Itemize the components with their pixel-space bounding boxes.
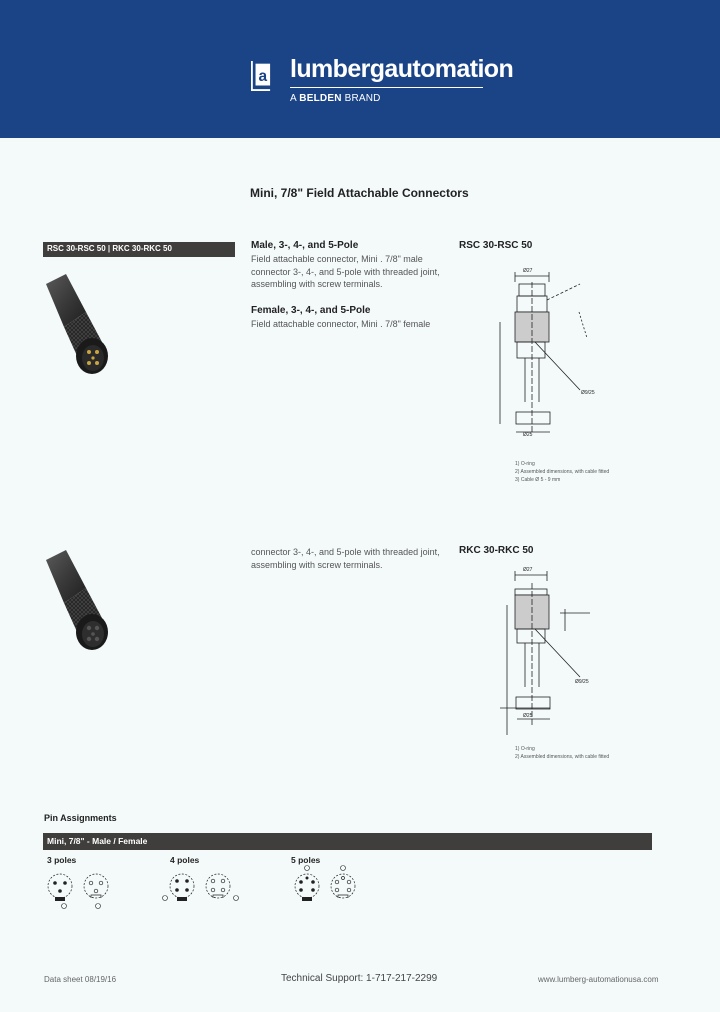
male-drawing-label: RSC 30-RSC 50 bbox=[459, 240, 533, 251]
lumberg-logo-icon bbox=[251, 59, 271, 92]
brand-tagline: A BELDEN BRAND bbox=[290, 93, 381, 104]
datasheet-date: Data sheet 08/19/16 bbox=[44, 975, 117, 984]
male-connector-photo bbox=[36, 272, 116, 382]
female-connector-description-start: Field attachable connector, Mini . 7/8" female bbox=[251, 319, 431, 329]
female-drawing-notes: 1) O-ring 2) Assembled dimensions, with cable fitted bbox=[515, 746, 610, 760]
pole-label-3: 3 poles bbox=[47, 855, 77, 865]
pin-diagram-4-poles bbox=[160, 868, 250, 913]
female-technical-drawing bbox=[495, 565, 625, 750]
website-link[interactable]: www.lumberg-automationusa.com bbox=[538, 975, 659, 984]
brand-header bbox=[0, 0, 720, 138]
svg-text:a: a bbox=[258, 67, 268, 85]
svg-text:Ø9/25: Ø9/25 bbox=[581, 390, 595, 396]
male-connector-heading: Male, 3-, 4-, and 5-Pole bbox=[251, 240, 359, 251]
female-drawing-label: RKC 30-RKC 50 bbox=[459, 545, 534, 556]
female-connector-photo bbox=[36, 548, 116, 658]
male-technical-drawing bbox=[495, 262, 625, 462]
svg-text:Ø9/25: Ø9/25 bbox=[575, 679, 589, 685]
female-connector-description-cont: connector 3-, 4-, and 5-pole with threaded joint, assembling with screw terminals. bbox=[251, 547, 440, 570]
female-connector-heading: Female, 3-, 4-, and 5-Pole bbox=[251, 305, 371, 316]
pin-diagram-5-poles bbox=[285, 862, 375, 912]
product-series-bar: RSC 30-RSC 50 | RKC 30-RKC 50 bbox=[43, 242, 235, 257]
svg-text:Ø25: Ø25 bbox=[523, 432, 533, 438]
pin-assignments-bar: Mini, 7/8" - Male / Female bbox=[43, 833, 652, 850]
svg-text:Ø27: Ø27 bbox=[523, 268, 533, 274]
svg-text:Ø27: Ø27 bbox=[523, 567, 533, 573]
male-drawing-notes: 1) O-ring 2) Assembled dimensions, with cable fitted 3) Cable Ø 5 - 9 mm bbox=[515, 461, 610, 483]
pin-diagram-3-poles bbox=[40, 868, 120, 913]
male-connector-description: Field attachable connector, Mini . 7/8" male connector 3-, 4-, and 5-pole with threaded joint, assembling with screw terminals. bbox=[251, 254, 440, 289]
brand-divider bbox=[290, 87, 483, 88]
pole-label-5: 5 poles bbox=[291, 855, 321, 865]
pole-label-4: 4 poles bbox=[170, 855, 200, 865]
svg-text:Ø25: Ø25 bbox=[523, 713, 533, 719]
brand-name: lumbergautomation bbox=[290, 55, 514, 83]
technical-support-phone: Technical Support: 1-717-217-2299 bbox=[281, 973, 438, 984]
pin-assignments-title: Pin Assignments bbox=[44, 813, 117, 823]
page-title: Mini, 7/8" Field Attachable Connectors bbox=[250, 186, 469, 200]
